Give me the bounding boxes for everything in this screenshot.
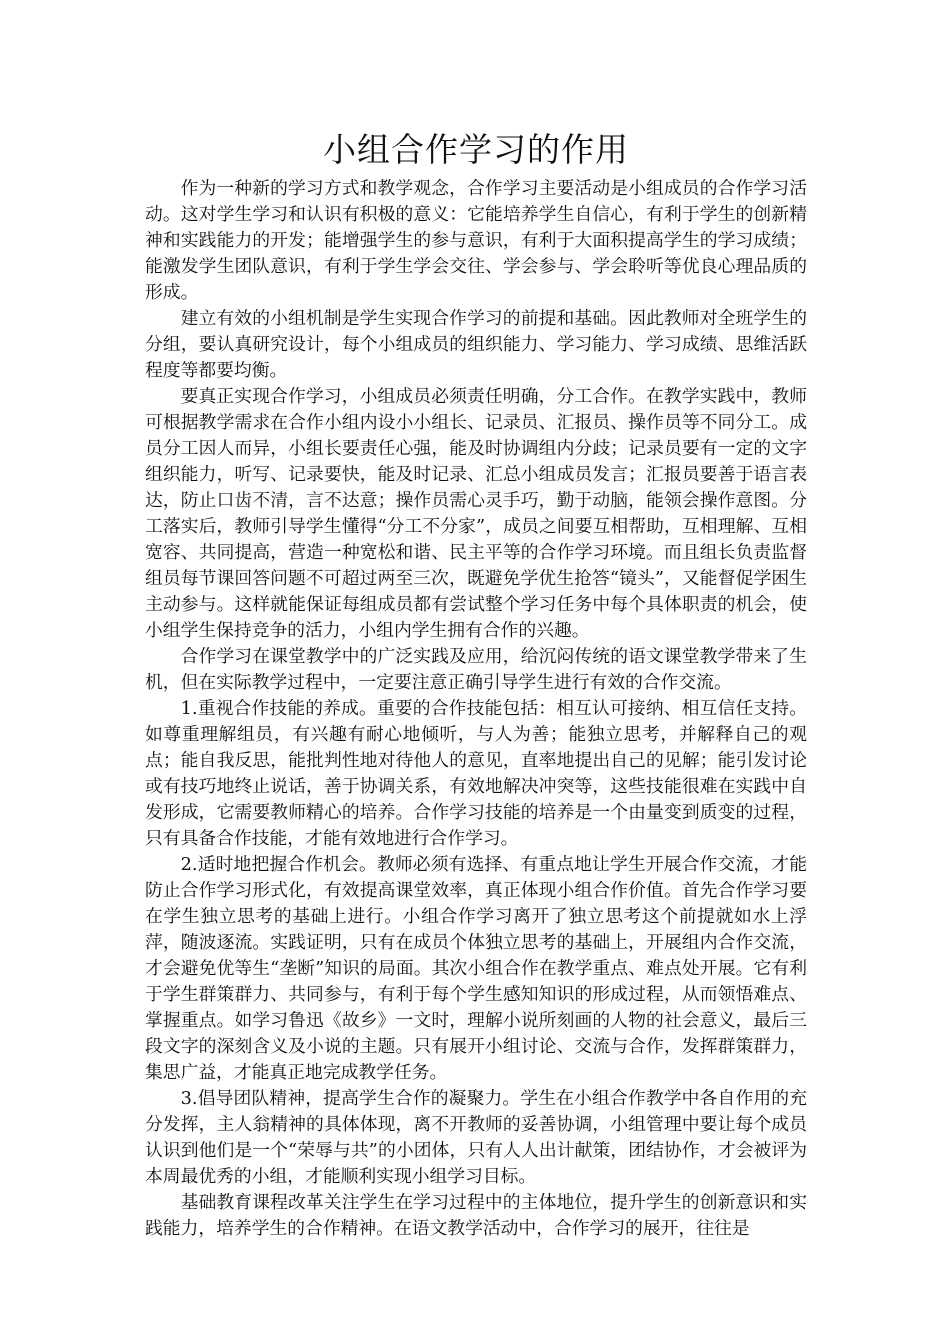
paragraph-intro: 作为一种新的学习方式和教学观念，合作学习主要活动是小组成员的合作学习活动。这对学生学习和认识有积极的意义：它能培养学生自信心，有利于学生的创新精神和实践能力的开发；能增强学生的参与意识，有利于大面积提高学生的学习成绩；能激发学生团队意识，有利于学生学会交往、学会参与、学会聆听等优良心理品质的形成。 [145,178,807,303]
paragraph-point-1: 1.重视合作技能的养成。重要的合作技能包括：相互认可接纳、相互信任支持。如尊重理解组员，有兴趣有耐心地倾听，与人为善；能独立思考，并解释自己的观点；能自我反思，能批判性地对待他人的意见，直率地提出自己的见解；能引发讨论或有技巧地终止说话，善于协调关系，有效地解决冲突等，这些技能很难在实践中自发形成，它需要教师精心的培养。合作学习技能的培养是一个由量变到质变的过程，只有具备合作技能，才能有效地进行合作学习。 [145,698,807,849]
paragraph-group-mechanism: 建立有效的小组机制是学生实现合作学习的前提和基础。因此教师对全班学生的分组，要认真研究设计，每个小组成员的组织能力、学习能力、学习成绩、思维活跃程度等都要均衡。 [145,308,807,381]
paragraph-curriculum-reform: 基础教育课程改革关注学生在学习过程中的主体地位，提升学生的创新意识和实践能力，培养学生的合作精神。在语文教学活动中，合作学习的展开，往往是 [145,1192,807,1239]
paragraph-practice: 合作学习在课堂教学中的广泛实践及应用，给沉闷传统的语文课堂教学带来了生机，但在实际教学过程中，一定要注意正确引导学生进行有效的合作交流。 [145,646,807,693]
paragraph-point-3: 3.倡导团队精神，提高学生合作的凝聚力。学生在小组合作教学中各自作用的充分发挥，主人翁精神的具体体现，离不开教师的妥善协调，小组管理中要让每个成员认识到他们是一个“荣辱与共”的小团体，只有人人出计献策，团结协作，才会被评为本周最优秀的小组，才能顺利实现小组学习目标。 [145,1088,807,1187]
paragraph-point-2: 2.适时地把握合作机会。教师必须有选择、有重点地让学生开展合作交流，才能防止合作学习形式化，有效提高课堂效率，真正体现小组合作价值。首先合作学习要在学生独立思考的基础上进行。小组合作学习离开了独立思考这个前提就如水上浮萍，随波逐流。实践证明，只有在成员个体独立思考的基础上，开展组内合作交流，才会避免优等生“垄断”知识的局面。其次小组合作在教学重点、难点处开展。它有利于学生群策群力、共同参与，有利于每个学生感知知识的形成过程，从而领悟难点、掌握重点。如学习鲁迅《故乡》一文时，理解小说所刻画的人物的社会意义，最后三段文字的深刻含义及小说的主题。只有展开小组讨论、交流与合作，发挥群策群力，集思广益，才能真正地完成教学任务。 [145,854,807,1083]
document-page [145,128,807,1242]
document-title: 小组合作学习的作用 [323,130,629,169]
paragraph-division-of-labor: 要真正实现合作学习，小组成员必须责任明确，分工合作。在教学实践中，教师可根据教学需求在合作小组内设小小组长、记录员、汇报员、操作员等不同分工。成员分工因人而异，小组长要责任心强，能及时协调组内分歧；记录员要有一定的文字组织能力，听写、记录要快，能及时记录、汇总小组成员发言；汇报员要善于语言表达，防止口齿不清，言不达意；操作员需心灵手巧，勤于动脑，能领会操作意图。分工落实后，教师引导学生懂得“分工不分家”，成员之间要互相帮助，互相理解、互相宽容、共同提高，营造一种宽松和谐、民主平等的合作学习环境。而且组长负责监督组员每节课回答问题不可超过两至三次，既避免学优生抢答“镜头”，又能督促学困生主动参与。这样就能保证每组成员都有尝试整个学习任务中每个具体职责的机会，使小组学生保持竞争的活力，小组内学生拥有合作的兴趣。 [145,386,807,641]
